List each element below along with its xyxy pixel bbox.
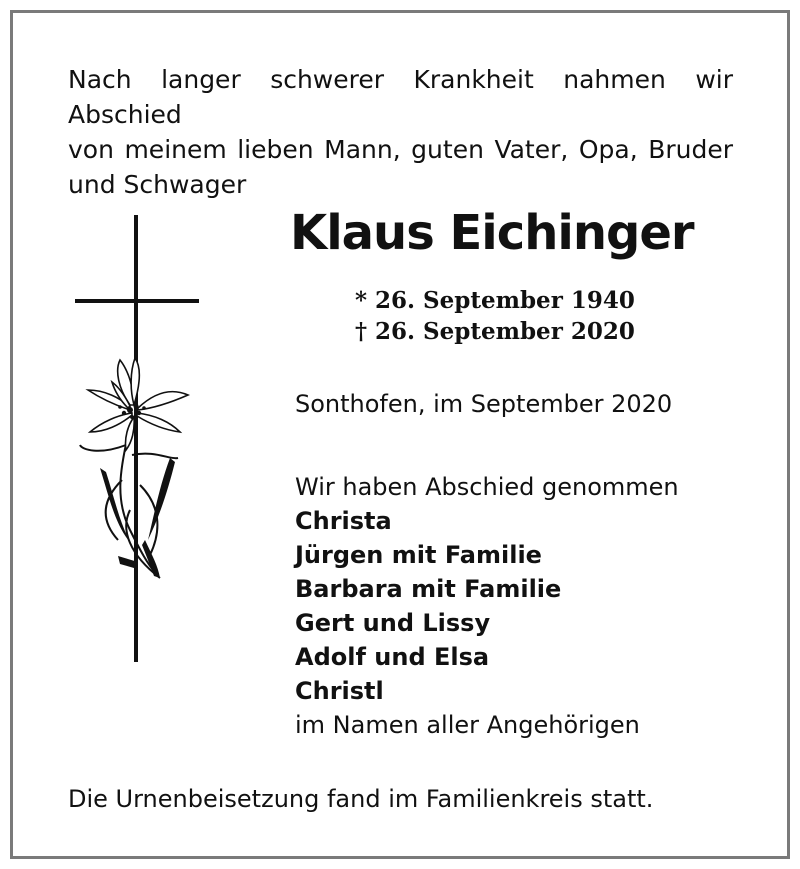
mourners-heading: Wir haben Abschied genommen [295,473,679,501]
intro-line: von meinem lieben Mann, guten Vater, Opa, Bruder [68,135,733,164]
mourner-name: Barbara mit Familie [295,575,562,603]
closing-note: Die Urnenbeisetzung fand im Familienkreis statt. [68,785,654,813]
death-date: † 26. September 2020 [355,318,635,345]
mourner-name: Jürgen mit Familie [295,541,542,569]
intro-line: und Schwager [68,170,247,199]
mourners-list [295,470,679,742]
mourner-name: Christa [295,507,392,535]
intro-text [68,62,733,202]
mourner-name: Gert und Lissy [295,609,491,637]
place-date: Sonthofen, im September 2020 [295,390,673,418]
intro-line: Nach langer schwerer Krankheit nahmen wir Abschied [68,65,733,129]
mourner-name: Adolf und Elsa [295,643,490,671]
deceased-name: Klaus Eichinger [290,205,694,261]
cross-icon [60,210,220,670]
mourners-footer: im Namen aller Angehörigen [295,711,640,739]
edelweiss-icon [80,435,178,578]
cross-edelweiss-illustration [60,210,220,670]
mourner-name: Christl [295,677,384,705]
birth-date: * 26. September 1940 [355,287,635,314]
life-dates [355,285,635,347]
